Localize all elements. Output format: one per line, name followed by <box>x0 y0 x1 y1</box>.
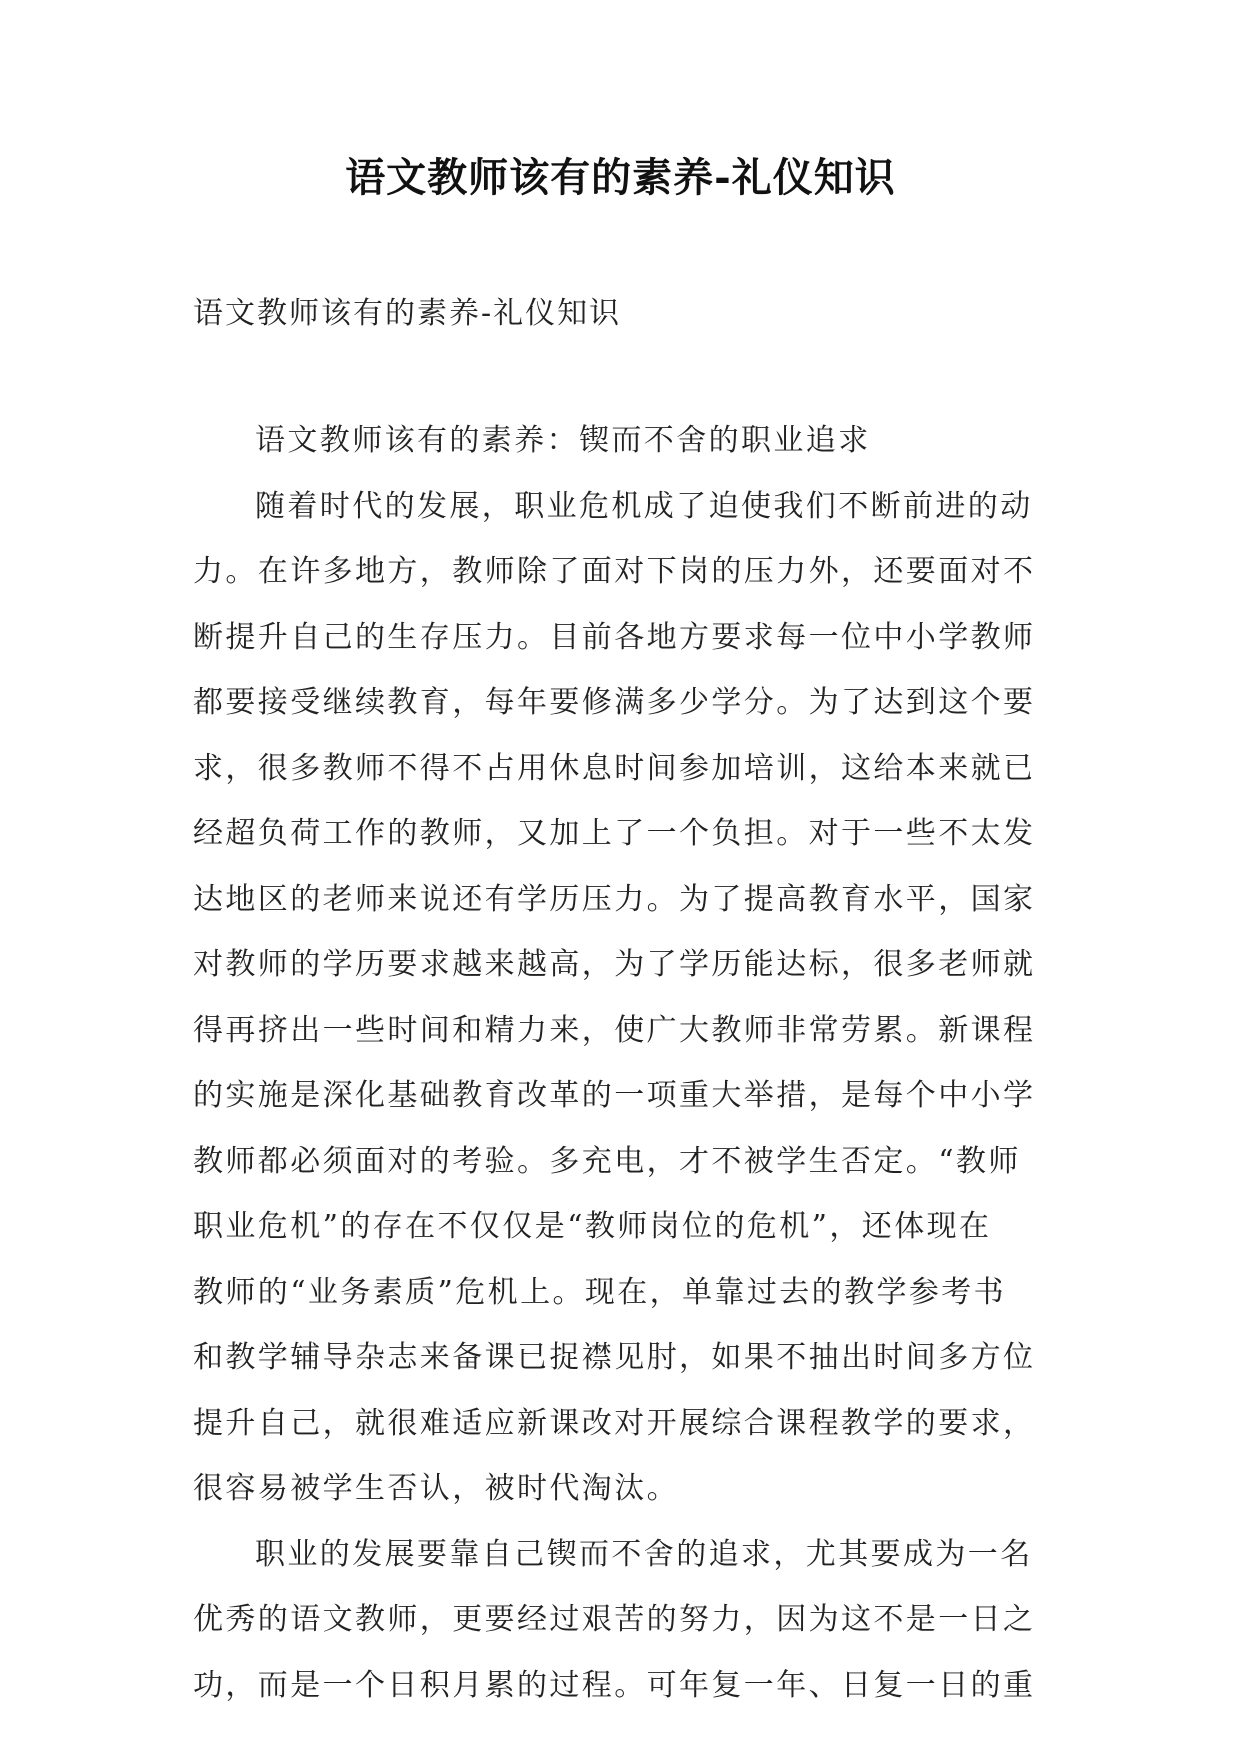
paragraph-line: 力。在许多地方，教师除了面对下岗的压力外，还要面对不 <box>193 554 1036 589</box>
paragraph-line: 经超负荷工作的教师，又加上了一个负担。对于一些不太发 <box>193 816 1036 851</box>
paragraph-line: 优秀的语文教师，更要经过艰苦的努力，因为这不是一日之 <box>193 1602 1036 1637</box>
paragraph-line: 得再挤出一些时间和精力来，使广大教师非常劳累。新课程 <box>193 1012 1036 1048</box>
document-body <box>193 408 1053 1718</box>
paragraph-line: 教师都必须面对的考验。多充电，才不被学生否定。“教师 <box>193 1143 1021 1179</box>
paragraph-line: 提升自己，就很难适应新课改对开展综合课程教学的要求， <box>193 1405 1036 1441</box>
paragraph-line: 和教学辅导杂志来备课已捉襟见肘，如果不抽出时间多方位 <box>193 1340 1036 1375</box>
document-subtitle: 语文教师该有的素养-礼仪知识 <box>193 296 622 331</box>
section-heading: 语文教师该有的素养：锲而不舍的职业追求 <box>255 423 871 458</box>
paragraph-line: 达地区的老师来说还有学历压力。为了提高教育水平，国家 <box>193 881 1036 917</box>
paragraph-line: 的实施是深化基础教育改革的一项重大举措，是每个中小学 <box>193 1078 1036 1113</box>
paragraph-line: 很容易被学生否认，被时代淘汰。 <box>193 1471 679 1506</box>
document-title: 语文教师该有的素养-礼仪知识 <box>345 154 896 201</box>
paragraph-line: 求，很多教师不得不占用休息时间参加培训，这给本来就已 <box>193 750 1036 786</box>
paragraph-line: 职业危机”的存在不仅仅是“教师岗位的危机”，还体现在 <box>193 1209 992 1244</box>
paragraph-line: 对教师的学历要求越来越高，为了学历能达标，很多老师就 <box>193 947 1036 982</box>
paragraph-line: 职业的发展要靠自己锲而不舍的追求，尤其要成为一名 <box>255 1536 1033 1572</box>
paragraph-line: 都要接受继续教育，每年要修满多少学分。为了达到这个要 <box>193 685 1036 720</box>
paragraph-line: 断提升自己的生存压力。目前各地方要求每一位中小学教师 <box>193 619 1036 655</box>
paragraph-line: 随着时代的发展，职业危机成了迫使我们不断前进的动 <box>255 488 1033 524</box>
paragraph-line: 教师的“业务素质”危机上。现在，单靠过去的教学参考书 <box>193 1274 1007 1310</box>
paragraph-line: 功，而是一个日积月累的过程。可年复一年、日复一日的重 <box>193 1667 1036 1703</box>
